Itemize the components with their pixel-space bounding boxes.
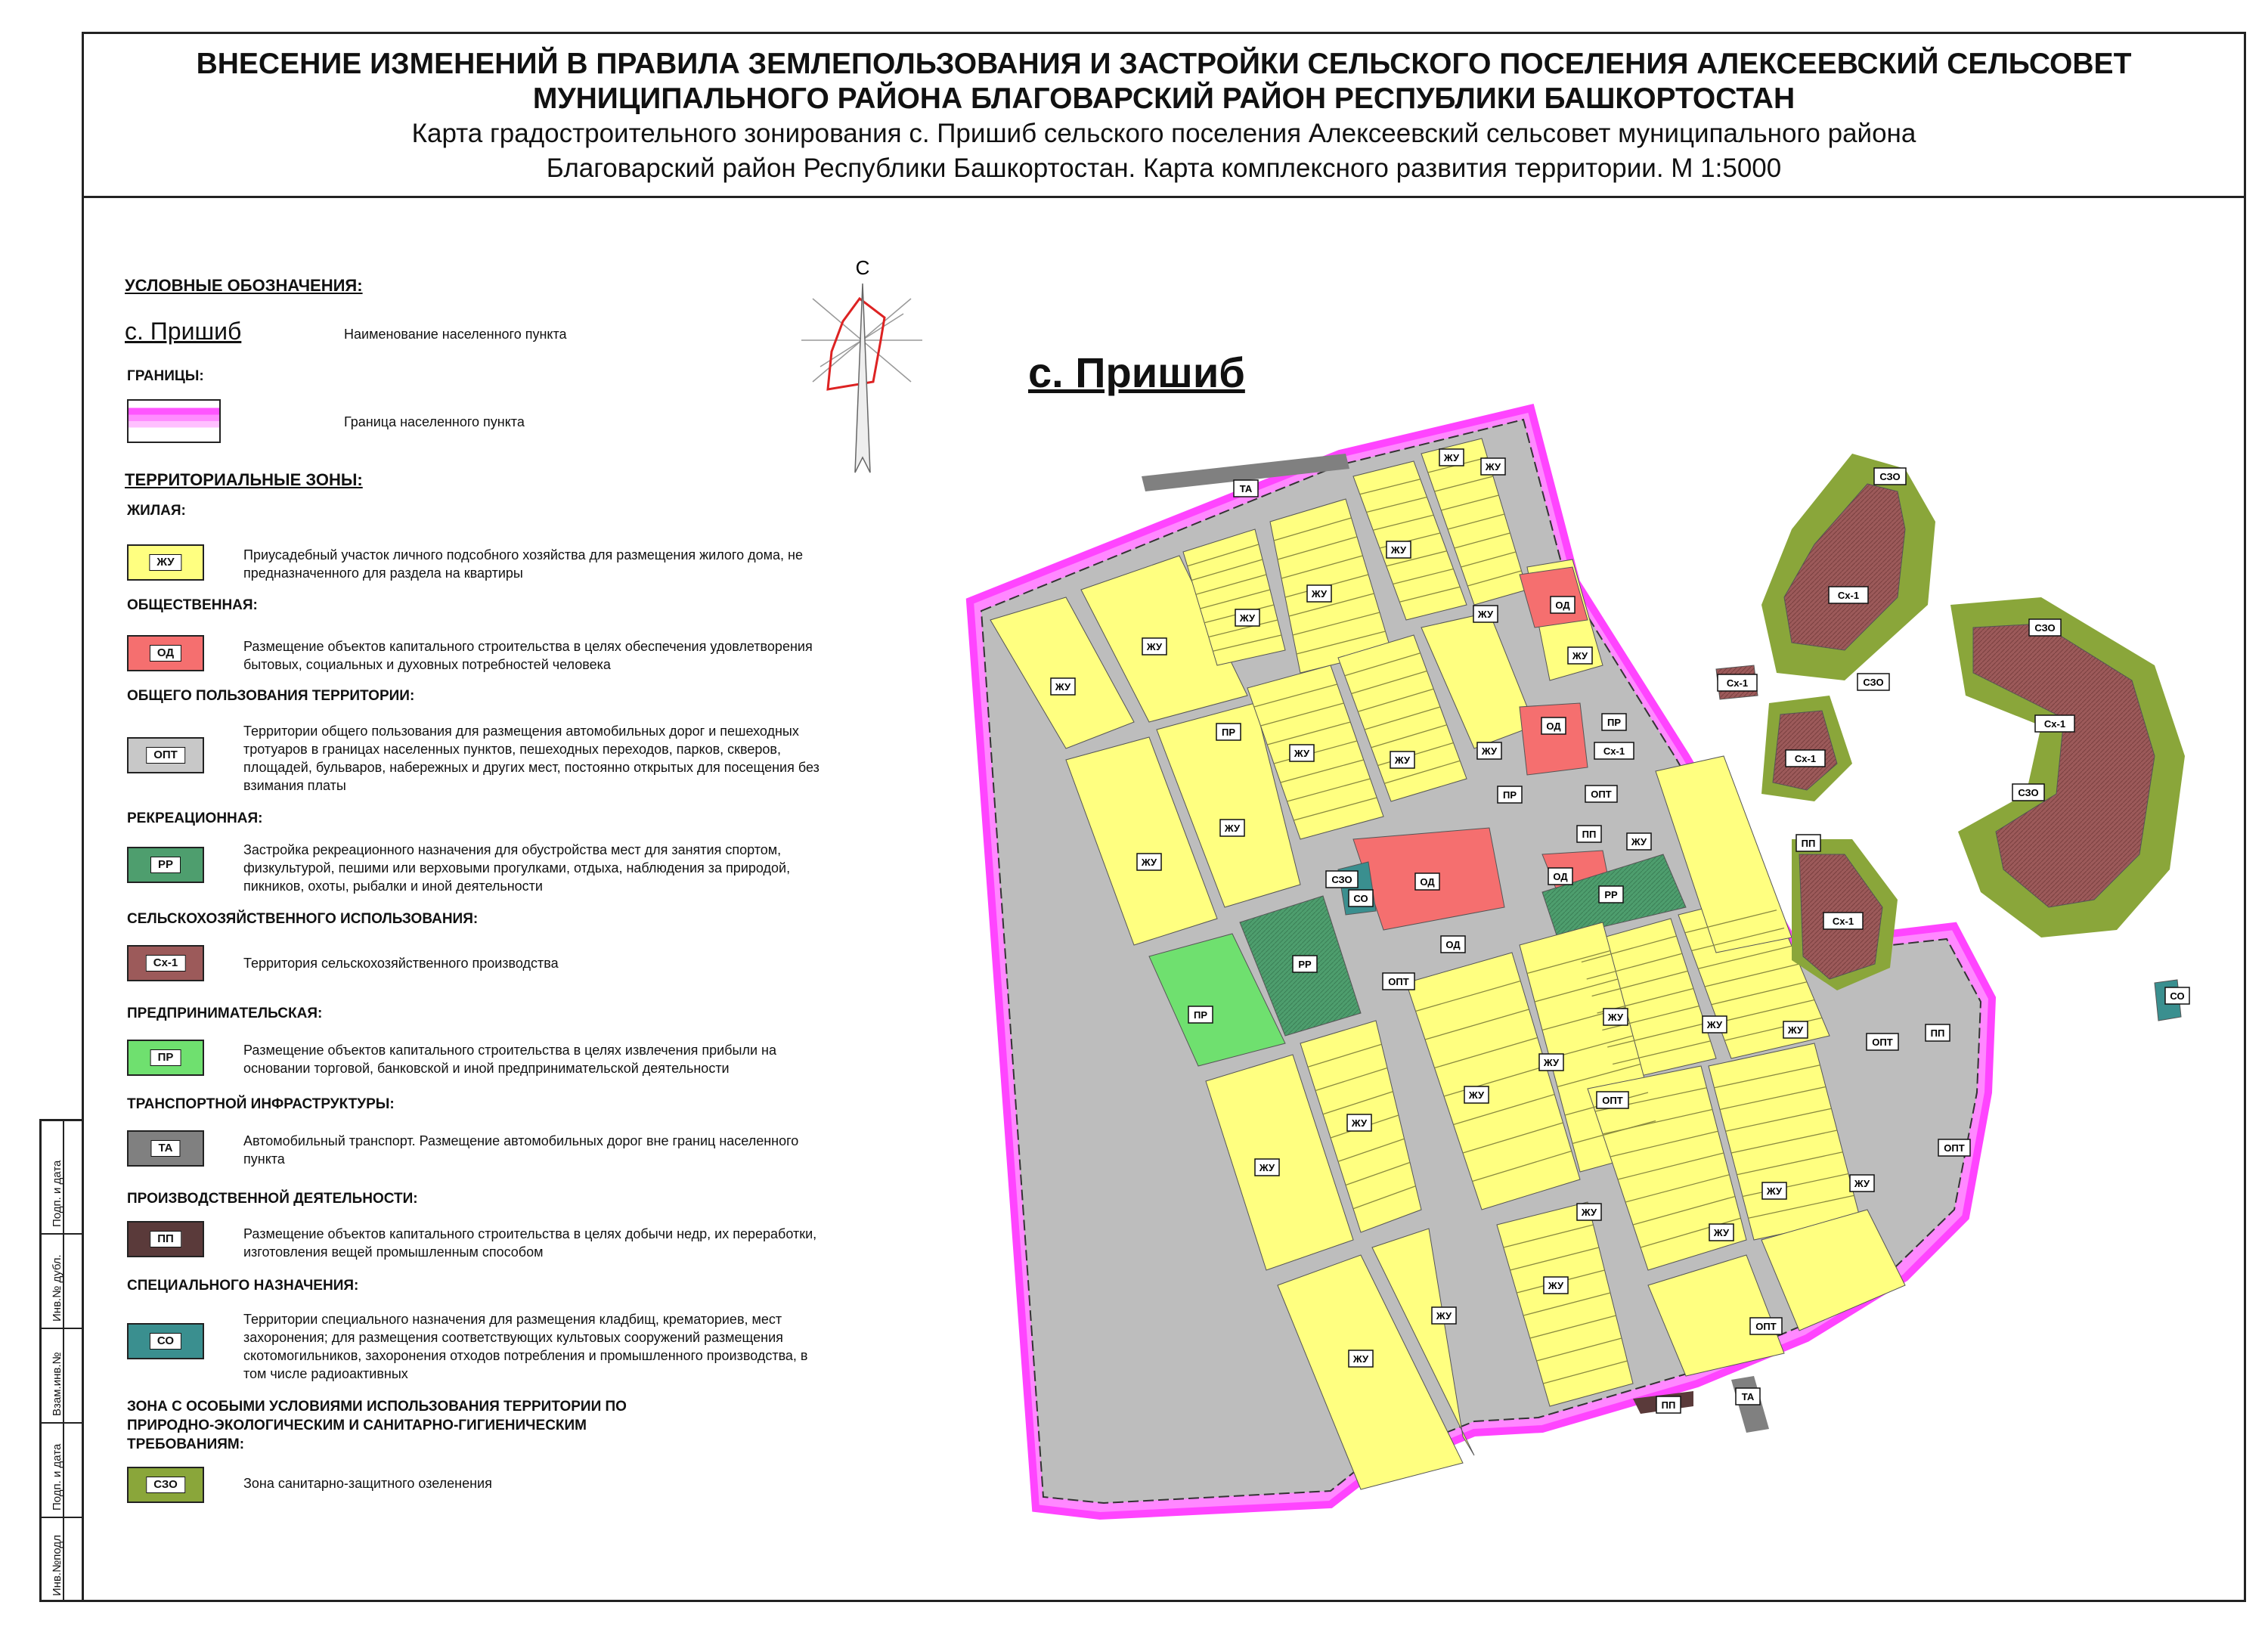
map-zone-label-ta	[1736, 1388, 1760, 1405]
map-zone-label-zhu	[1481, 458, 1505, 475]
legend-zone-desc: Территория сельскохозяйственного производства	[243, 956, 559, 971]
map-zone-label-sx	[1823, 913, 1863, 929]
map-label-text: ПР	[1193, 1009, 1208, 1021]
stamp-cell-text: Инв.№ дубл.	[51, 1254, 64, 1322]
map-label-text: ОД	[1445, 939, 1461, 950]
legend-zone-category: ТРАНСПОРТНОЙ ИНФРАСТРУКТУРЫ:	[127, 1096, 395, 1112]
map-zone-label-pp	[1796, 835, 1820, 851]
map-label-text: Сх-1	[2043, 718, 2066, 730]
map-label-text: СЗО	[1879, 471, 1901, 482]
map-label-text: ОД	[1546, 721, 1561, 732]
map-zone-label-zhu	[1603, 1009, 1628, 1025]
map-zone-label-szo	[1326, 871, 1358, 888]
legend-zone-category: ОБЩЕСТВЕННАЯ:	[127, 597, 258, 613]
map-label-text: ОПТ	[1872, 1037, 1893, 1048]
stamp-cell-text: Подп. и дата	[51, 1443, 64, 1511]
map-label-text: ОПТ	[1755, 1321, 1777, 1332]
map-label-text: ЖУ	[1055, 681, 1071, 693]
map-label-text: ЖУ	[1572, 650, 1588, 662]
map-zone-label-zhu	[1850, 1175, 1874, 1192]
map-label-text: РР	[1298, 959, 1312, 970]
legend-zone-code: СО	[150, 1333, 181, 1350]
legend-zone-category: ЗОНА С ОСОБЫМИ УСЛОВИЯМИ ИСПОЛЬЗОВАНИЯ ТЕРРИТОРИИ ПО ПРИРОДНО-ЭКОЛОГИЧЕСКИМ И САНИТАРНО-ГИГИЕНИЧЕСКИМ ТРЕБОВАНИЯМ:	[127, 1399, 627, 1452]
map-label-text: СО	[1353, 893, 1368, 904]
map-label-text: Сх-1	[1794, 753, 1817, 764]
map-zone-label-zhu	[1703, 1016, 1727, 1033]
map-label-text: ОД	[1420, 876, 1435, 888]
map-label-text: ТА	[1239, 483, 1253, 494]
map-zone-label-szo	[1874, 468, 1906, 485]
zone-od	[1520, 703, 1588, 775]
legend-zone-code: ПП	[150, 1231, 181, 1247]
map-label-text: ЖУ	[1259, 1162, 1275, 1173]
map-zone-label-zhu	[1464, 1086, 1489, 1103]
map-zone-label-rr	[1293, 956, 1317, 972]
map-label-text: ЖУ	[1239, 612, 1256, 624]
map-label-text: ЖУ	[1141, 857, 1157, 868]
legend-zone-code: ЖУ	[149, 554, 181, 571]
map-zone-label-pr	[1216, 724, 1241, 740]
map-zone-label-zhu	[1544, 1277, 1568, 1294]
map-zone-label-zhu	[1220, 820, 1244, 836]
map-zone-label-zhu	[1137, 854, 1161, 870]
map-zone-label-pp	[1577, 826, 1601, 842]
map-zone-label-pr	[1188, 1006, 1213, 1023]
map-label-text: ОПТ	[1388, 976, 1409, 987]
map-zone-label-pr	[1498, 786, 1522, 803]
map-zone-label-zhu	[1290, 745, 1314, 761]
legend-zone-code: ТА	[150, 1140, 180, 1157]
map-zone-label-opt	[1750, 1318, 1782, 1334]
map-zone-label-zhu	[1473, 606, 1498, 622]
map-settlement-title: с. Пришиб	[1028, 349, 1245, 396]
legend-zone-category: СПЕЦИАЛЬНОГО НАЗНАЧЕНИЯ:	[127, 1278, 359, 1294]
map-zone-label-pp	[1656, 1396, 1681, 1413]
map-label-text: ЖУ	[1706, 1019, 1723, 1030]
map-label-text: ЖУ	[1224, 823, 1241, 834]
legend-zone-desc: Размещение объектов капитального строительства в целях обеспечения удовлетворения бытовых, социальных и духовных потребностей человека	[243, 639, 813, 672]
map-label-text: ЖУ	[1477, 609, 1494, 620]
map-label-text: ЖУ	[1713, 1227, 1730, 1238]
title-line-2: МУНИЦИПАЛЬНОГО РАЙОНА БЛАГОВАРСКИЙ РАЙОН РЕСПУБЛИКИ БАШКОРТОСТАН	[532, 82, 1796, 115]
map-zone-label-sx	[2035, 715, 2074, 732]
map-label-text: ЖУ	[1468, 1089, 1485, 1101]
map-label-text: Сх-1	[1726, 677, 1749, 689]
stamp-cell-text: Взам.инв.№	[51, 1352, 64, 1416]
legend-zone-category: ПРОИЗВОДСТВЕННОЙ ДЕЯТЕЛЬНОСТИ:	[127, 1191, 418, 1207]
legend-zone-code: СЗО	[146, 1477, 185, 1493]
map-zone-label-ta	[1234, 480, 1258, 497]
map-label-text: ЖУ	[1548, 1280, 1564, 1291]
map-label-text: ЖУ	[1394, 755, 1411, 766]
map-label-text: СЗО	[1331, 874, 1352, 885]
map-zone-label-zhu	[1477, 742, 1501, 759]
map-zone-label-zhu	[1783, 1021, 1808, 1038]
map-label-text: РР	[1604, 889, 1618, 900]
map-zone-label-rr	[1599, 886, 1623, 903]
map-zone-label-zhu	[1255, 1159, 1279, 1176]
map-zone-label-so	[1349, 890, 1373, 906]
map-label-text: ПР	[1221, 727, 1236, 738]
map-label-text: ОД	[1555, 600, 1570, 611]
map-label-text: ОПТ	[1944, 1142, 1965, 1154]
map-zone-label-zhu	[1390, 752, 1414, 768]
map-label-text: ПР	[1606, 717, 1622, 728]
map-label-text: ПП	[1661, 1399, 1676, 1411]
legend-zone-desc: Приусадебный участок личного подсобного хозяйства для размещения жилого дома, не предназначенного для раздела на квартиры	[243, 547, 803, 581]
map-zone-label-od	[1415, 873, 1439, 890]
map-zone-label-zhu	[1307, 585, 1331, 602]
map-label-text: ЖУ	[1543, 1057, 1560, 1068]
map-label-text: ЖУ	[1485, 461, 1501, 473]
legend-zone-category: ОБЩЕГО ПОЛЬЗОВАНИЯ ТЕРРИТОРИИ:	[127, 688, 415, 704]
map-label-text: СЗО	[2034, 622, 2056, 634]
legend-zone-code: Сх-1	[146, 955, 186, 972]
map-zone-label-opt	[1867, 1034, 1898, 1050]
title-line-1: ВНЕСЕНИЕ ИЗМЕНЕНИЙ В ПРАВИЛА ЗЕМЛЕПОЛЬЗОВАНИЯ И ЗАСТРОЙКИ СЕЛЬСКОГО ПОСЕЛЕНИЯ АЛЕКСЕЕВСКИЙ СЕЛЬСОВЕТ	[196, 48, 2132, 80]
map-label-text: ЖУ	[1390, 544, 1407, 556]
legend-zone-code: ОПТ	[146, 747, 185, 764]
map-label-text: Сх-1	[1837, 590, 1860, 601]
map-label-text: ПП	[1930, 1027, 1945, 1039]
legend-borders-title: ГРАНИЦЫ:	[127, 368, 204, 384]
subtitle-line-2: Благоварский район Республики Башкортостан. Карта комплексного развития территории. М 1:5000	[546, 153, 1782, 183]
legend-zone-code: ПР	[150, 1049, 181, 1066]
map-zone-label-zhu	[1539, 1054, 1563, 1071]
legend-zone-desc: Территории специального назначения для размещения кладбищ, крематориев, мест захоронения; для размещения соответствующих культовых сооружений размещения скотомогильников, захоронения отходов потребления и промышленного производства, в том числе радиоактивных	[243, 1312, 808, 1381]
map-label-text: ЖУ	[1631, 836, 1647, 848]
map-zone-label-od	[1541, 717, 1566, 734]
map-label-text: ПР	[1502, 789, 1517, 801]
legend-settlement-desc: Наименование населенного пункта	[344, 327, 567, 342]
map-zone-label-od	[1551, 597, 1575, 613]
map-zone-label-zhu	[1349, 1350, 1373, 1367]
map-label-text: ПП	[1801, 838, 1816, 849]
map-zone-label-sx	[1718, 674, 1757, 691]
legend-zones-title: ТЕРРИТОРИАЛЬНЫЕ ЗОНЫ:	[125, 470, 363, 489]
legend-zone-category: РЕКРЕАЦИОННАЯ:	[127, 810, 263, 826]
map-label-text: ЖУ	[1436, 1310, 1452, 1322]
legend-zone-desc: Размещение объектов капитального строительства в целях добычи недр, их переработки, изготовления вещей промышленным способом	[243, 1226, 817, 1260]
map-zone-label-opt	[1938, 1139, 1970, 1156]
map-label-text: ЖУ	[1854, 1178, 1870, 1189]
legend-zone-category: СЕЛЬСКОХОЗЯЙСТВЕННОГО ИСПОЛЬЗОВАНИЯ:	[127, 911, 479, 927]
map-label-text: ОПТ	[1602, 1095, 1623, 1106]
map-zone-label-zhu	[1439, 449, 1464, 466]
map-label-text: ОД	[1553, 871, 1568, 882]
map-label-text: ЖУ	[1581, 1207, 1597, 1218]
map-zone-label-zhu	[1235, 609, 1259, 626]
map-zone-label-zhu	[1142, 638, 1167, 655]
stamp-cell-text: Инв.№подл	[51, 1535, 64, 1596]
map-label-text: ЖУ	[1311, 588, 1328, 600]
map-zone-label-so	[2165, 987, 2189, 1004]
map-zone-label-od	[1441, 936, 1465, 953]
map-label-text: ЖУ	[1787, 1024, 1804, 1036]
map-zone-label-zhu	[1627, 833, 1651, 850]
map-zone-label-szo	[2012, 784, 2044, 801]
map-zone-label-od	[1548, 868, 1572, 885]
map-zone-label-zhu	[1051, 678, 1075, 695]
map-zone-label-zhu	[1347, 1114, 1371, 1131]
legend-zone-desc: Зона санитарно-защитного озеленения	[243, 1476, 492, 1491]
legend-zone-desc: Автомобильный транспорт. Размещение автомобильных дорог вне границ населенного пункта	[243, 1133, 799, 1167]
map-zone-label-sx	[1829, 587, 1868, 603]
legend-zone-desc: Размещение объектов капитального строительства в целях извлечения прибыли на основании торговой, банковской и иной предпринимательской деятельности	[243, 1043, 776, 1076]
legend-zone-code: ОД	[150, 645, 181, 662]
map-label-text: ЖУ	[1481, 745, 1498, 757]
map-zone-label-pp	[1926, 1024, 1950, 1041]
legend-zone-desc: Территории общего пользования для размещения автомобильных дорог и пешеходных тротуаров в границах населенных пунктов, пешеходных переходов, парков, скверов, площадей, бульваров, набережных и других мест, постоянно открытых для посещения без взимания платы	[243, 724, 820, 793]
map-zone-label-sx	[1786, 750, 1825, 767]
map-zone-label-zhu	[1568, 647, 1592, 664]
legend-zone-code: РР	[150, 857, 181, 873]
map-label-text: СЗО	[1863, 677, 1884, 688]
map-label-text: ЖУ	[1766, 1185, 1783, 1197]
map-zone-label-zhu	[1762, 1182, 1786, 1199]
map-zone-label-zhu	[1709, 1224, 1734, 1241]
map-label-text: Сх-1	[1603, 745, 1625, 757]
map-zone-label-szo	[2029, 619, 2061, 636]
legend-border-desc: Граница населенного пункта	[344, 414, 525, 429]
map-zone-label-zhu	[1432, 1307, 1456, 1324]
legend-zone-category: ЖИЛАЯ:	[127, 503, 186, 519]
map-label-text: ТА	[1741, 1391, 1755, 1402]
map-label-text: ЖУ	[1294, 748, 1310, 759]
map-zone-label-zhu	[1577, 1204, 1601, 1220]
map-zone-label-pr	[1602, 714, 1626, 730]
map-zone-label-sx	[1594, 742, 1634, 759]
map-zone-label-opt	[1585, 786, 1617, 802]
legend-zone-desc: Застройка рекреационного назначения для обустройства мест для занятия спортом, физкультурой, пешими или верховыми прогулками, отдыха, наблюдения за природой, пикников, охоты, рыбалки и иной деятельности	[243, 842, 791, 894]
legend-title: УСЛОВНЫЕ ОБОЗНАЧЕНИЯ:	[125, 276, 363, 295]
legend-zone-category: ПРЕДПРИНИМАТЕЛЬСКАЯ:	[127, 1006, 323, 1021]
map-label-text: СЗО	[2018, 787, 2039, 798]
map-label-text: ЖУ	[1146, 641, 1163, 652]
map-label-text: ЖУ	[1352, 1353, 1369, 1365]
subtitle-line-1: Карта градостроительного зонирования с. Пришиб сельского поселения Алексеевский сельсовет муниципального района	[411, 119, 1916, 148]
map-label-text: СО	[2170, 990, 2185, 1002]
map-label-text: Сх-1	[1832, 916, 1854, 927]
legend-settlement-sample: с. Пришиб	[125, 318, 242, 345]
map-label-text: ПП	[1582, 829, 1597, 840]
north-label: С	[855, 256, 870, 279]
map-label-text: ЖУ	[1607, 1012, 1624, 1023]
map-zone-label-szo	[1857, 674, 1889, 690]
map-label-text: ЖУ	[1443, 452, 1460, 463]
map-label-text: ОПТ	[1591, 789, 1612, 800]
map-zone-label-opt	[1597, 1092, 1628, 1108]
map-label-text: ЖУ	[1351, 1117, 1368, 1129]
stamp-cell-text: Подп. и дата	[51, 1160, 64, 1227]
map-zone-label-zhu	[1387, 541, 1411, 558]
map-zone-label-opt	[1383, 973, 1414, 990]
